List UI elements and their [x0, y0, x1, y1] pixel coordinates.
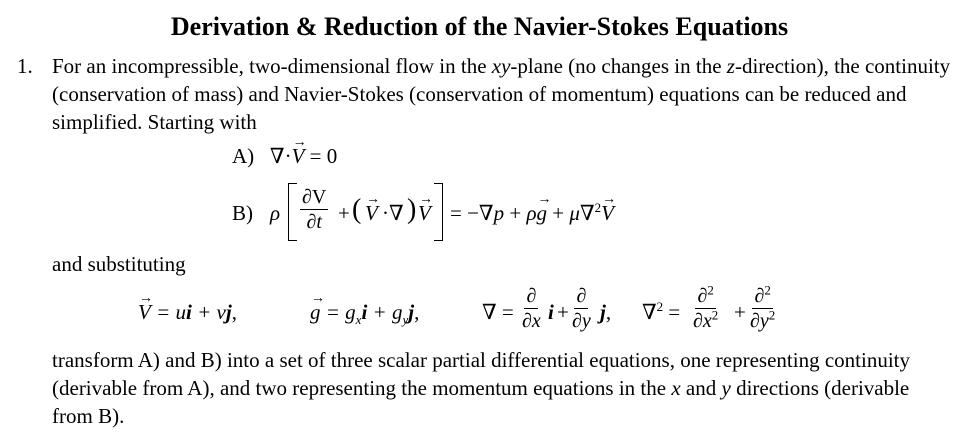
dot-operator: ·: [284, 144, 292, 168]
gravity-definition: [310, 298, 419, 326]
equals-minus-nabla: = −∇: [450, 201, 494, 225]
fraction-numerator: [752, 284, 772, 309]
right-bracket: [434, 183, 443, 241]
nabla-equals: ∇ =: [482, 300, 514, 324]
gravity-vector: → g: [310, 298, 321, 326]
fraction-denominator: [750, 309, 775, 333]
fraction-numerator: [300, 185, 328, 210]
laplacian-equals: [642, 298, 680, 326]
conclusion-text-1: transform A) and B) into a set of three scalar partial differential equations, one representing continuity (derivable from A), and two representing the momentum equations in the: [52, 348, 910, 400]
squared: 2: [707, 282, 714, 298]
intro-z: z: [726, 54, 735, 78]
conclusion-paragraph: [52, 346, 952, 430]
partial-symbol: ∂: [754, 285, 765, 307]
velocity-vector: → V: [138, 298, 151, 326]
fraction-denominator: ∂t: [306, 211, 322, 233]
d2-dx2-fraction: [693, 284, 718, 333]
equation-a: [232, 142, 337, 170]
plus-sign: +: [547, 201, 570, 225]
rho-symbol: ρ: [270, 201, 281, 225]
unit-vector-i: i: [186, 300, 192, 324]
squared: 2: [594, 200, 602, 215]
plus-v: + v: [191, 300, 226, 324]
comma: ,: [605, 300, 612, 324]
gravity-vector: → g: [537, 199, 548, 227]
left-bracket: [288, 183, 297, 241]
partial-v: ∂V: [302, 186, 327, 208]
plus-sign: +: [734, 300, 746, 324]
unit-vector-j-group: [600, 298, 611, 326]
fraction-numerator: ∂: [526, 285, 537, 307]
velocity-vector: → V: [292, 142, 305, 170]
plus-sign: +: [504, 201, 527, 225]
intro-text-2: -plane (no changes in the: [510, 54, 727, 78]
d2-dy2-fraction: [750, 284, 775, 333]
nabla-symbol: ∇: [579, 201, 595, 225]
left-paren: (: [352, 194, 362, 225]
velocity-definition: [138, 298, 237, 326]
equation-b: [232, 181, 672, 243]
substitution-equations: [138, 280, 838, 342]
and-substituting-text: and substituting: [52, 252, 186, 276]
plus-g: + g: [367, 300, 403, 324]
equation-a-rhs: = 0: [309, 144, 338, 168]
subscript-x: x: [355, 312, 362, 328]
squared: 2: [768, 307, 776, 323]
intro-xy: xy: [491, 54, 511, 78]
conclusion-y: y: [721, 376, 731, 400]
plus-sign: +: [557, 300, 569, 324]
velocity-vector: → V: [365, 199, 378, 227]
equals-u: = u: [156, 300, 186, 324]
squared: 2: [764, 282, 771, 298]
unit-vector-i: i: [548, 300, 554, 324]
mu-symbol: μ: [569, 201, 580, 225]
fraction-numerator: ∂: [576, 285, 587, 307]
equation-b-label: B): [232, 201, 253, 225]
partial-x: ∂x: [693, 310, 712, 332]
pressure-symbol: p: [493, 201, 505, 225]
right-paren: ): [407, 194, 417, 225]
velocity-vector: → V: [601, 199, 614, 227]
equation-a-label: A): [232, 144, 255, 168]
intro-paragraph: [52, 52, 952, 136]
plus-sign: +: [338, 201, 350, 225]
partial-y: ∂y: [750, 310, 769, 332]
nabla-symbol: ∇: [269, 144, 285, 168]
fraction-numerator: [695, 284, 715, 309]
equation-b-rhs: [450, 199, 614, 227]
rho-symbol: ρ: [526, 201, 537, 225]
nabla-symbol: ∇: [642, 300, 657, 324]
dot-nabla: ·∇: [382, 201, 404, 225]
conclusion-x: x: [671, 376, 681, 400]
unit-vector-j: j: [408, 300, 415, 324]
comma: ,: [414, 300, 420, 324]
partial-symbol: ∂: [697, 285, 708, 307]
squared: 2: [656, 299, 664, 314]
time-derivative-fraction: [300, 185, 328, 234]
fraction-denominator: [693, 309, 718, 333]
comma: ,: [231, 300, 237, 324]
fraction-denominator: ∂y: [572, 310, 591, 332]
d-dy-fraction: [572, 284, 591, 333]
d-dx-fraction: [522, 284, 541, 333]
intro-text-1: For an incompressible, two-dimensional flow in the: [52, 54, 492, 78]
squared: 2: [711, 307, 719, 323]
equals-sign: =: [668, 300, 681, 324]
problem-number: 1.: [17, 54, 33, 78]
unit-vector-i: i: [361, 300, 368, 324]
fraction-denominator: ∂x: [522, 310, 541, 332]
equals-g: = g: [325, 300, 356, 324]
velocity-vector: → V: [418, 199, 431, 227]
conclusion-text-2: and: [680, 376, 722, 400]
page-title: Derivation & Reduction of the Navier-Stokes Equations: [170, 12, 789, 41]
unit-vector-j: j: [225, 300, 232, 324]
intro-text-3: -direction), the continuity (conservation of mass) and Navier-Stokes (conservation of momentum) equations can be reduced and simplified. Starting with: [52, 54, 951, 134]
unit-vector-j: j: [600, 300, 606, 324]
conclusion-text-3: directions (derivable from B).: [52, 376, 910, 428]
subscript-y: y: [402, 312, 409, 328]
